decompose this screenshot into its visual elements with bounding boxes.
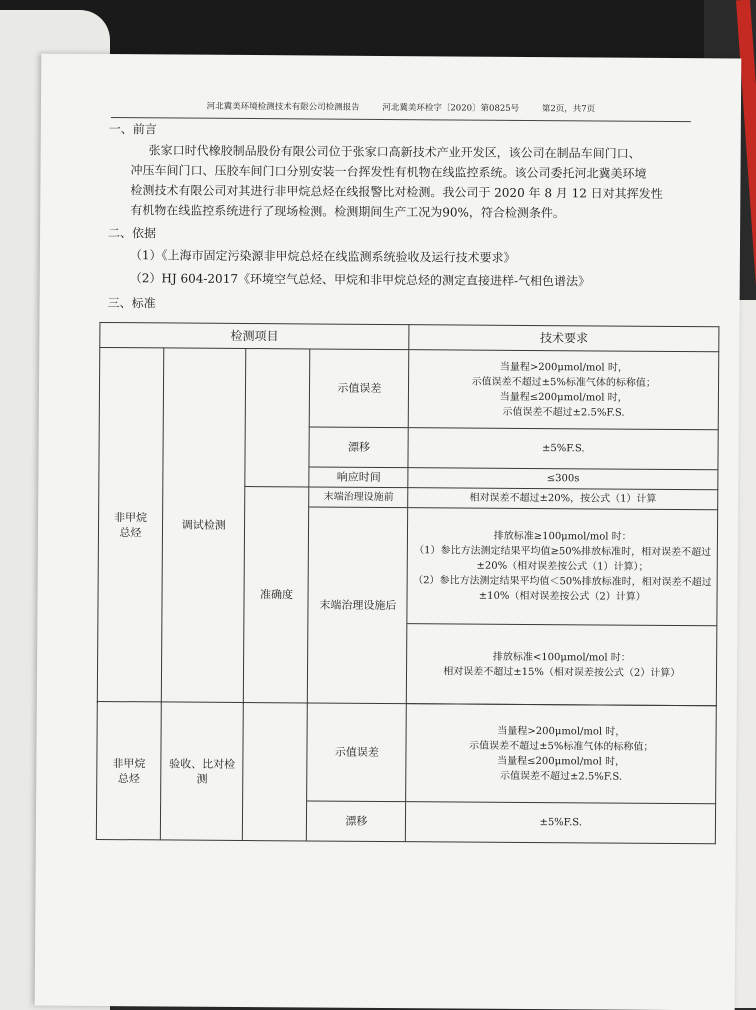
req-response: ≤300s: [408, 468, 718, 490]
item-response: 响应时间: [309, 467, 408, 488]
header-requirement: 技术要求: [409, 325, 719, 352]
item-after: 末端治理设施后: [308, 507, 408, 704]
blank-cell: [245, 349, 310, 487]
item-accuracy: 准确度: [244, 487, 309, 703]
intro-line: 检测技术有限公司对其进行非甲烷总烃在线报警比对检测。我公司于 2020 年 8 月 12 日对其挥发性: [130, 183, 663, 201]
req-drift: ±5%F.S.: [408, 428, 718, 470]
type-acceptance: 验收、比对检测: [160, 702, 243, 841]
item-drift: 漂移: [309, 427, 408, 468]
header-doc-no: 河北冀美环检字〔2020〕第0825号: [382, 102, 520, 114]
section-intro-title: 一、前言: [108, 122, 157, 137]
req-after-2: 排放标准<100μmol/mol 时： 相对误差不超过±15%（相对误差按公式（2）计算）: [407, 624, 717, 706]
header-company: 河北冀美环境检测技术有限公司检测报告: [206, 101, 360, 113]
req-indication-error: 当量程>200μmol/mol 时， 示值误差不超过±5%标准气体的标称值； 当量程≤200μmol/mol 时， 示值误差不超过±2.5%F.S.: [409, 350, 719, 430]
req-drift-2: ±5%F.S.: [406, 802, 716, 844]
pollutant-cell-2: 非甲烷 总烃: [96, 701, 161, 839]
req-before: 相对误差不超过±20%，按公式（1）计算: [408, 488, 718, 510]
intro-line: 冲压车间门口、压胶车间门口分别安装一台挥发性有机物在线监控系统。该公司委托河北冀美环境: [130, 163, 647, 181]
req-after-1: 排放标准≥100μmol/mol 时： （1）参比方法测定结果平均值≥50%排放标准时，相对误差不超过±20%（相对误差按公式（1）计算）； （2）参比方法测定结果平均值＜50%排放标准时，相对误差不超过±10%（相对误差按公式（2）计算）: [407, 508, 717, 626]
page-header: [111, 99, 691, 122]
report-page: [35, 54, 742, 1010]
item-indication-error: 示值误差: [310, 349, 410, 428]
basis-item-1: （1）《上海市固定污染源非甲烷总烃在线监测系统验收及运行技术要求》: [129, 248, 516, 265]
section-intro-text: [130, 140, 706, 224]
intro-line: 有机物在线监控系统进行了现场检测。检测期间生产工况为90%，符合检测条件。: [130, 203, 565, 221]
basis-item-2: （2）HJ 604-2017《环境空气总烃、甲烷和非甲烷总烃的测定直接进样-气相色谱法》: [129, 271, 591, 289]
section-basis-title: 二、依据: [108, 226, 157, 241]
item-before: 末端治理设施前: [309, 487, 408, 508]
req-indication-error-2: 当量程>200μmol/mol 时， 示值误差不超过±5%标准气体的标称值； 当量程≤200μmol/mol 时， 示值误差不超过±2.5%F.S.: [406, 704, 716, 804]
section-standard-title: 三、标准: [107, 296, 156, 311]
item-indication-error-2: 示值误差: [307, 703, 407, 802]
header-page: 第2页，共7页: [541, 104, 596, 115]
type-debug: 调试检测: [161, 348, 246, 703]
pollutant-cell-1: 非甲烷 总烃: [97, 347, 163, 701]
item-drift-2: 漂移: [307, 801, 406, 842]
background-top: [0, 0, 756, 60]
intro-line: 张家口时代橡胶制品股份有限公司位于张家口高新技术产业开发区，该公司在制品车间门口、: [148, 143, 641, 161]
header-item: 检测项目: [100, 322, 410, 349]
standards-table: [96, 322, 720, 844]
blank-cell: [243, 702, 308, 840]
